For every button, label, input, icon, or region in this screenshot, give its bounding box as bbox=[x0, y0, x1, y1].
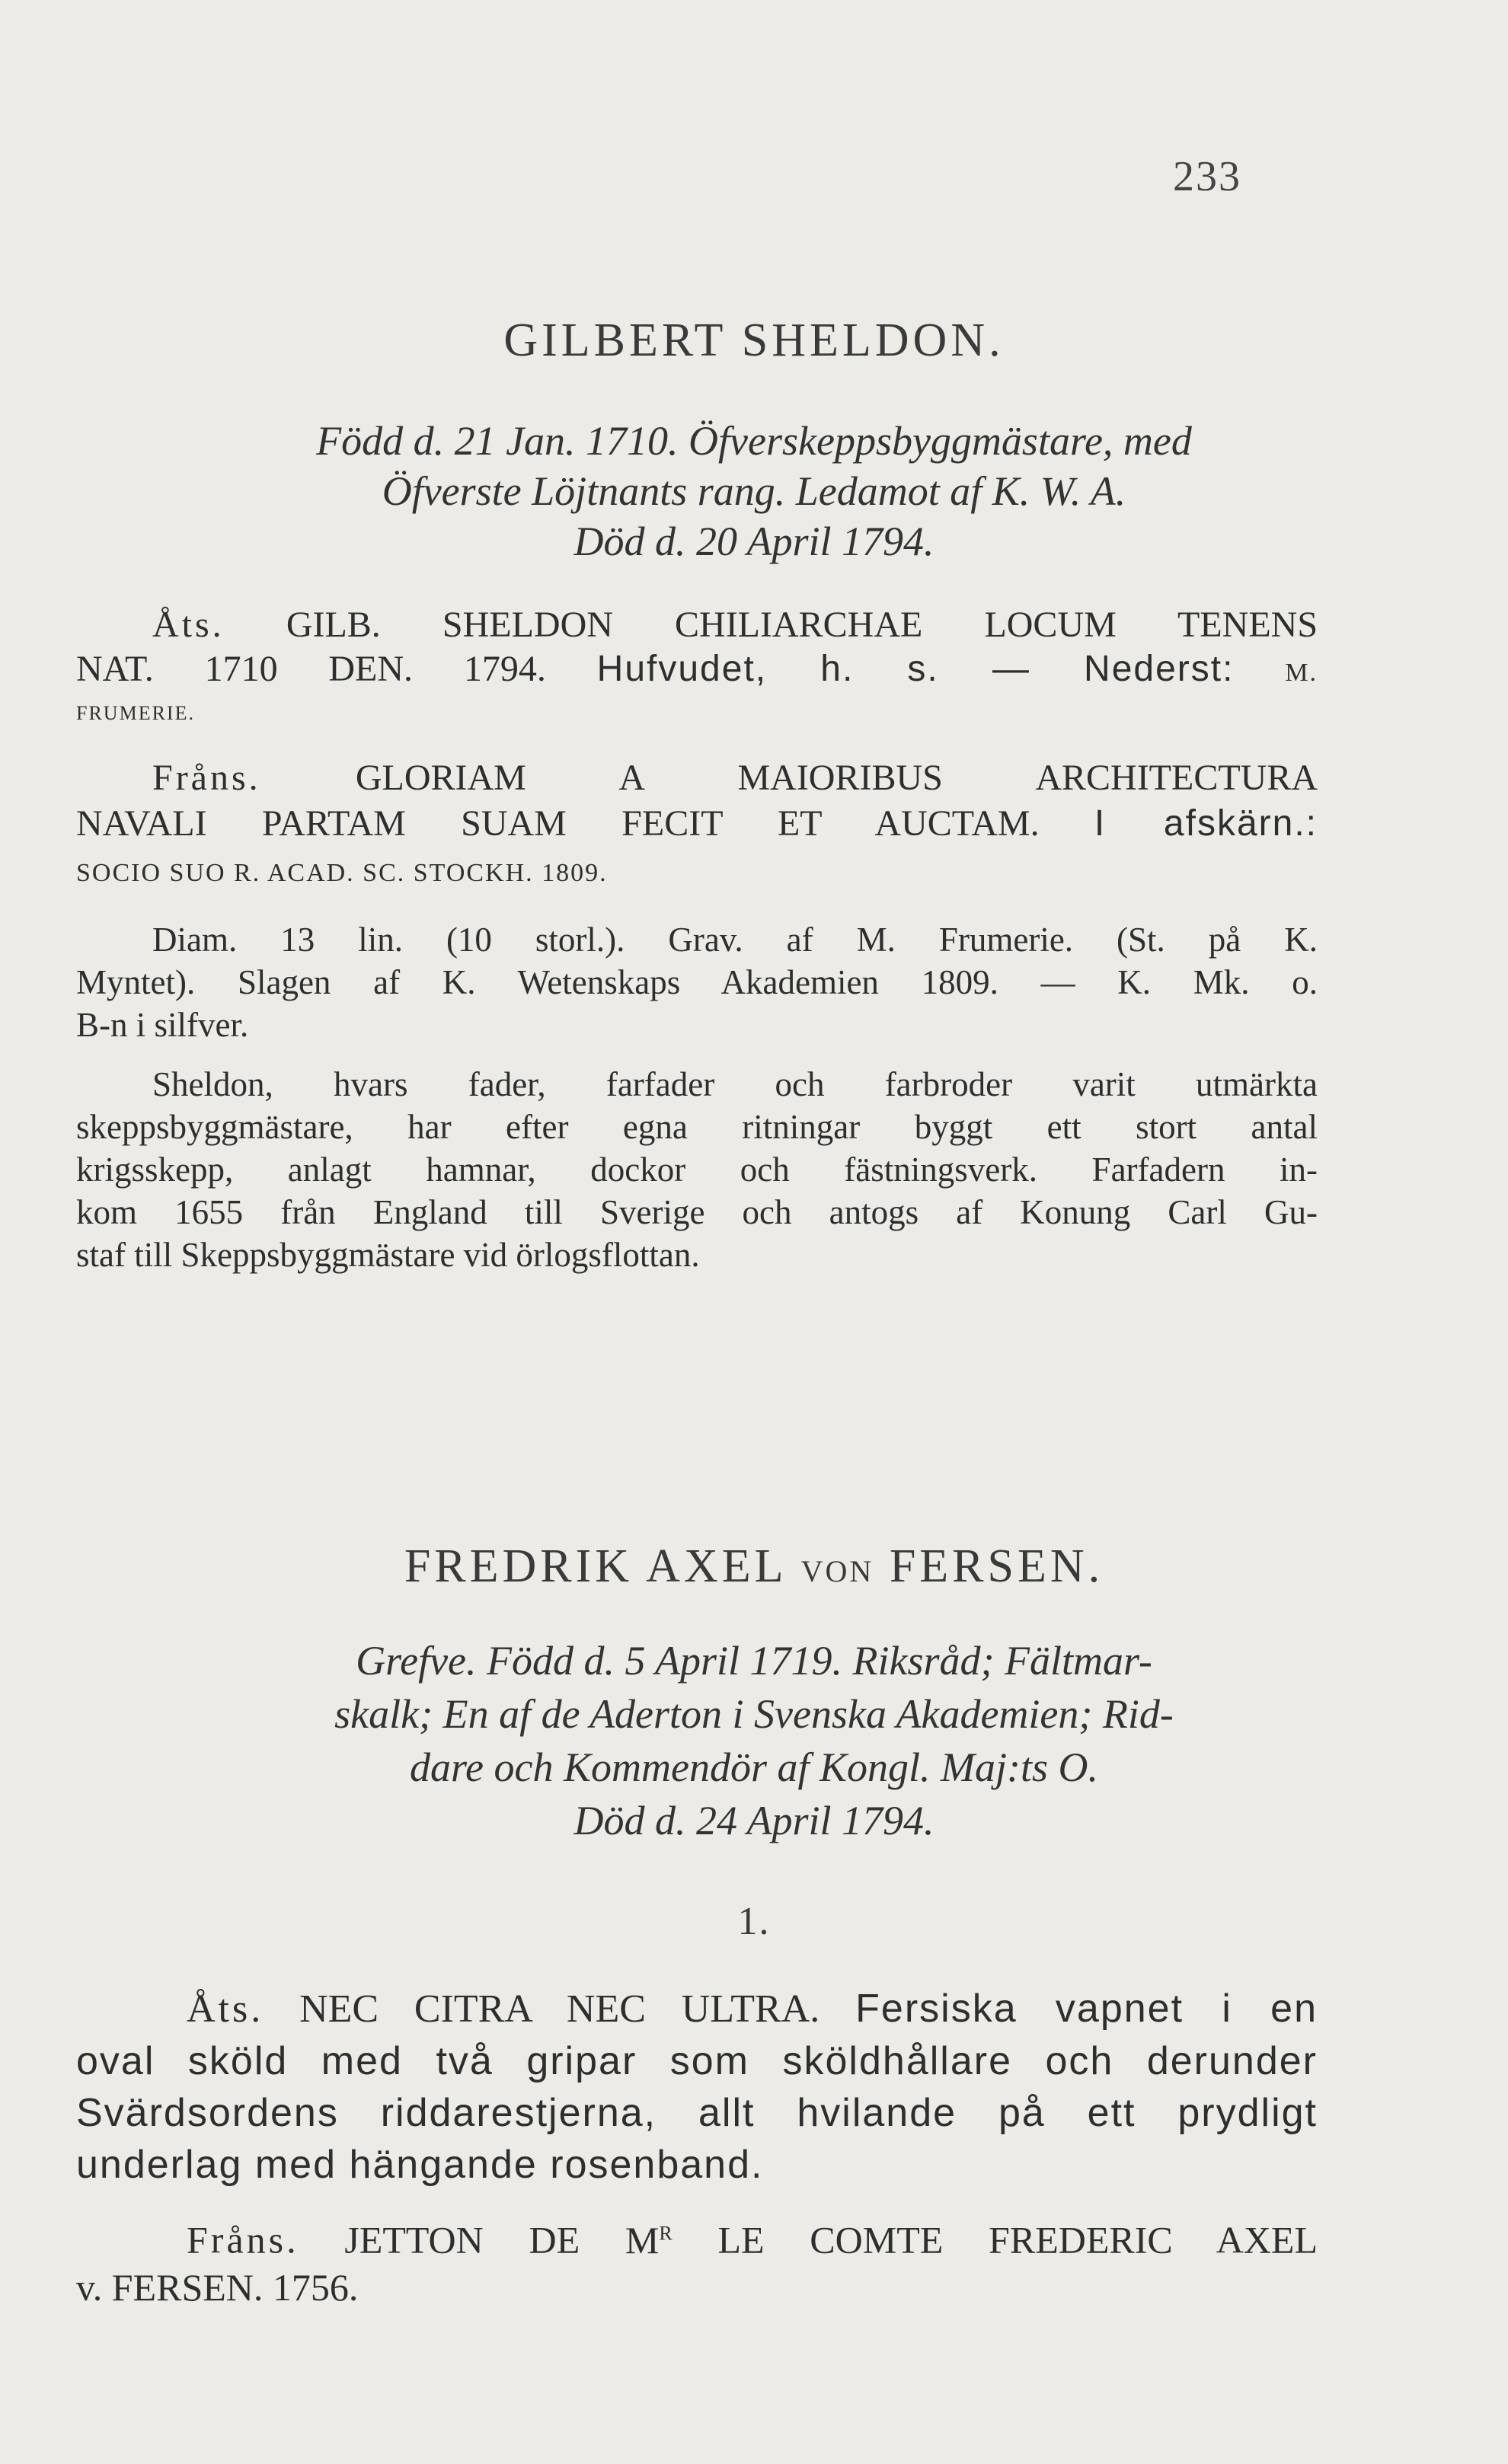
fersen-heading-surname: FERSEN. bbox=[889, 1540, 1104, 1592]
fersen-heading-name: FREDRIK AXEL bbox=[404, 1540, 786, 1592]
obverse-description-line: Svärdsordens riddarestjerna, allt hvilande på ett prydligt bbox=[76, 2091, 1318, 2135]
obverse-label: Åts. bbox=[152, 605, 225, 645]
details-line: Myntet). Slagen af K. Wetenskaps Akademien 1809. — K. Mk. o. bbox=[76, 963, 1318, 1001]
fersen-reverse bbox=[76, 2210, 1318, 2311]
sheldon-bio-line: Död d. 20 April 1794. bbox=[573, 519, 935, 564]
page-number: 233 bbox=[1173, 153, 1241, 200]
engraver-initial: M. bbox=[1285, 659, 1318, 687]
fersen-bio-line: dare och Kommendör af Kongl. Maj:ts O. bbox=[410, 1744, 1098, 1790]
narrative-line: Sheldon, hvars fader, farfader och farbroder varit utmärkta bbox=[152, 1065, 1318, 1103]
fersen-heading-von: VON bbox=[800, 1554, 874, 1588]
reverse-legend: LE COMTE FREDERIC AXEL bbox=[717, 2218, 1318, 2261]
engraver-name: FRUMERIE. bbox=[76, 702, 195, 724]
obverse-description-line: underlag med hängande rosenband. bbox=[76, 2143, 764, 2187]
fersen-bio-line: Grefve. Född d. 5 April 1719. Riksråd; Fältmar- bbox=[356, 1638, 1152, 1684]
obverse-motto: NEC CITRA NEC ULTRA. bbox=[299, 1987, 820, 2031]
reverse-label: Fråns. bbox=[187, 2218, 299, 2261]
reverse-legend-line: v. FERSEN. 1756. bbox=[76, 2265, 359, 2309]
obverse-description: Hufvudet, h. s. — Nederst: bbox=[596, 649, 1235, 689]
reverse-label: Fråns. bbox=[152, 758, 261, 798]
sheldon-bio-line: Öfverste Löjtnants rang. Ledamot af K. W. A. bbox=[382, 468, 1126, 514]
sheldon-obverse bbox=[76, 603, 1318, 726]
narrative-line: staf till Skeppsbyggmästare vid örlogsflottan. bbox=[76, 1236, 700, 1274]
sheldon-details bbox=[76, 918, 1318, 1046]
obverse-legend-dates: NAT. 1710 DEN. 1794. bbox=[76, 649, 546, 689]
narrative-line: kom 1655 från England till Sverige och antogs af Konung Carl Gu- bbox=[76, 1193, 1318, 1231]
narrative-line: krigsskepp, anlagt hamnar, dockor och fästningsverk. Farfadern in- bbox=[76, 1151, 1318, 1189]
fersen-bio-line: Död d. 24 April 1794. bbox=[573, 1798, 935, 1843]
medal-number: 1. bbox=[737, 1900, 771, 1943]
obverse-description-line: oval sköld med två gripar som sköldhållare och derunder bbox=[76, 2039, 1318, 2083]
sheldon-bio bbox=[0, 416, 1508, 567]
fersen-heading bbox=[0, 1540, 1508, 1594]
fersen-bio bbox=[0, 1634, 1508, 1847]
reverse-legend: NAVALI PARTAM SUAM FECIT ET AUCTAM. bbox=[76, 803, 1040, 844]
obverse-label: Åts. bbox=[187, 1987, 264, 2031]
narrative-line: skeppsbyggmästare, har efter egna ritningar byggt ett stort antal bbox=[76, 1108, 1318, 1146]
obverse-legend: GILB. SHELDON CHILIARCHAE LOCUM TENENS bbox=[286, 605, 1318, 645]
fersen-obverse bbox=[76, 1983, 1318, 2191]
fersen-bio-line: skalk; En af de Aderton i Svenska Akademien; Rid- bbox=[334, 1691, 1174, 1737]
reverse-legend: GLORIAM A MAIORIBUS ARCHITECTURA bbox=[355, 758, 1318, 798]
exergue-label: I afskärn.: bbox=[1094, 803, 1318, 844]
details-line: Diam. 13 lin. (10 storl.). Grav. af M. Frumerie. (St. på K. bbox=[152, 921, 1318, 959]
reverse-legend-abbr: $M^R$ bbox=[625, 2218, 673, 2261]
sheldon-narrative bbox=[76, 1063, 1318, 1276]
obverse-description: Fersiska vapnet i en bbox=[855, 1987, 1318, 2031]
sheldon-bio-line: Född d. 21 Jan. 1710. Öfverskeppsbyggmästare, med bbox=[316, 418, 1192, 464]
exergue-text: SOCIO SUO R. ACAD. SC. STOCKH. 1809. bbox=[76, 859, 608, 887]
reverse-legend: JETTON DE bbox=[344, 2218, 580, 2261]
details-line: B-n i silfver. bbox=[76, 1006, 249, 1044]
sheldon-heading: GILBERT SHELDON. bbox=[503, 314, 1005, 366]
sheldon-reverse bbox=[76, 755, 1318, 896]
